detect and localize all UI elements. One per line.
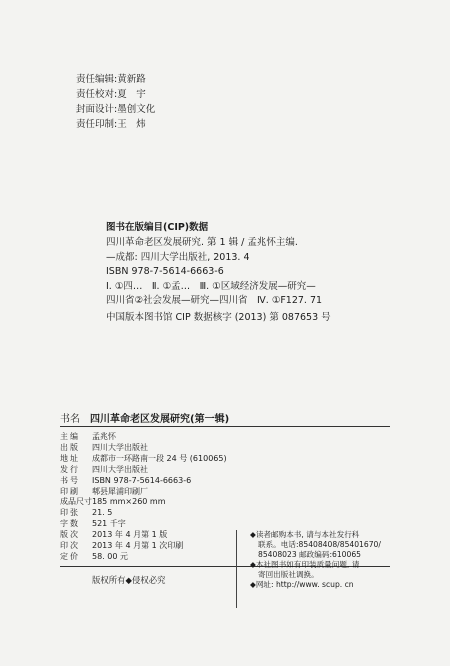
publication-details [60,432,227,563]
detail-value: 21. 5 [92,508,113,518]
cip-line: —成都: 四川大学出版社, 2013. 4 [106,251,250,263]
detail-row [60,508,227,519]
detail-row [60,487,227,498]
detail-value: 成都市一环路南一段 24 号 (610065) [92,453,227,463]
detail-row [60,476,227,487]
note-line: 85408023 邮政编码:610065 [258,550,361,559]
note-line: ◆本社图书如有印装质量问题, 请 [250,560,360,569]
detail-row [60,432,227,443]
detail-value: 521 千字 [92,519,126,529]
detail-key: 出版 [60,442,80,452]
credit-line: 责任印制:王 炜 [76,119,146,130]
cip-entry [106,236,322,309]
detail-key: 字数 [60,519,80,529]
detail-key: 地址 [60,453,80,463]
detail-key: 成品尺寸 [60,497,92,507]
book-name-label: 书名 [60,414,80,425]
cip-data-number: 中国版本图书馆 CIP 数据核字 (2013) 第 087653 号 [106,312,331,323]
column-divider [236,530,237,608]
detail-row [60,530,227,541]
detail-value: 郫县犀浦印刷厂 [92,486,148,496]
top-divider [60,426,390,427]
editorial-credits [76,72,155,132]
reader-notes [250,530,381,590]
detail-value: 2013 年 4 月第 1 版 [92,530,168,540]
note-line: 联系。电话:85408408/85401670/ [258,540,381,549]
detail-value: 四川大学出版社 [92,442,148,452]
credit-line: 封面设计:墨创文化 [76,104,156,115]
detail-value: 58. 00 元 [92,551,128,561]
detail-value: 孟兆怀 [92,432,116,441]
detail-value: 四川大学出版社 [92,464,148,474]
detail-key: 定价 [60,551,80,561]
detail-key: 印刷 [60,486,80,496]
cip-line: Ⅰ. ①四… Ⅱ. ①孟… Ⅲ. ①区域经济发展—研究— [106,280,316,292]
detail-row [60,443,227,454]
detail-row [60,465,227,476]
note-line: 寄回出版社调换。 [258,570,319,579]
cip-line: 四川革命老区发展研究. 第 1 辑 / 孟兆怀主编. [106,237,298,248]
cip-line: ISBN 978-7-5614-6663-6 [106,266,224,278]
detail-row [60,552,227,563]
detail-row [60,497,227,508]
detail-row [60,519,227,530]
detail-key: 主编 [60,432,80,441]
copyright-notice: 版权所有◆侵权必究 [92,575,166,585]
detail-row [60,454,227,465]
book-title: 四川革命老区发展研究(第一辑) [90,414,230,425]
note-line: ◆读者邮购本书, 请与本社发行科 [250,530,360,539]
book-name [60,410,229,425]
note-line: ◆网址: http://www. scup. cn [250,580,354,589]
detail-row [60,541,227,552]
detail-key: 版次 [60,530,80,540]
detail-key: 印张 [60,508,80,518]
cip-line: 四川省②社会发展—研究—四川省 Ⅳ. ①F127. 71 [106,295,323,307]
detail-key: 印次 [60,541,80,551]
detail-key: 书号 [60,475,80,485]
credit-line: 责任校对:夏 宇 [76,89,146,100]
detail-key: 发行 [60,464,80,474]
detail-value: 2013 年 4 月第 1 次印刷 [92,541,184,551]
detail-value: ISBN 978-7-5614-6663-6 [92,475,192,485]
credit-line: 责任编辑:黄新路 [76,74,146,85]
detail-value: 185 mm×260 mm [92,497,166,507]
cip-title: 图书在版编目(CIP)数据 [106,222,209,233]
